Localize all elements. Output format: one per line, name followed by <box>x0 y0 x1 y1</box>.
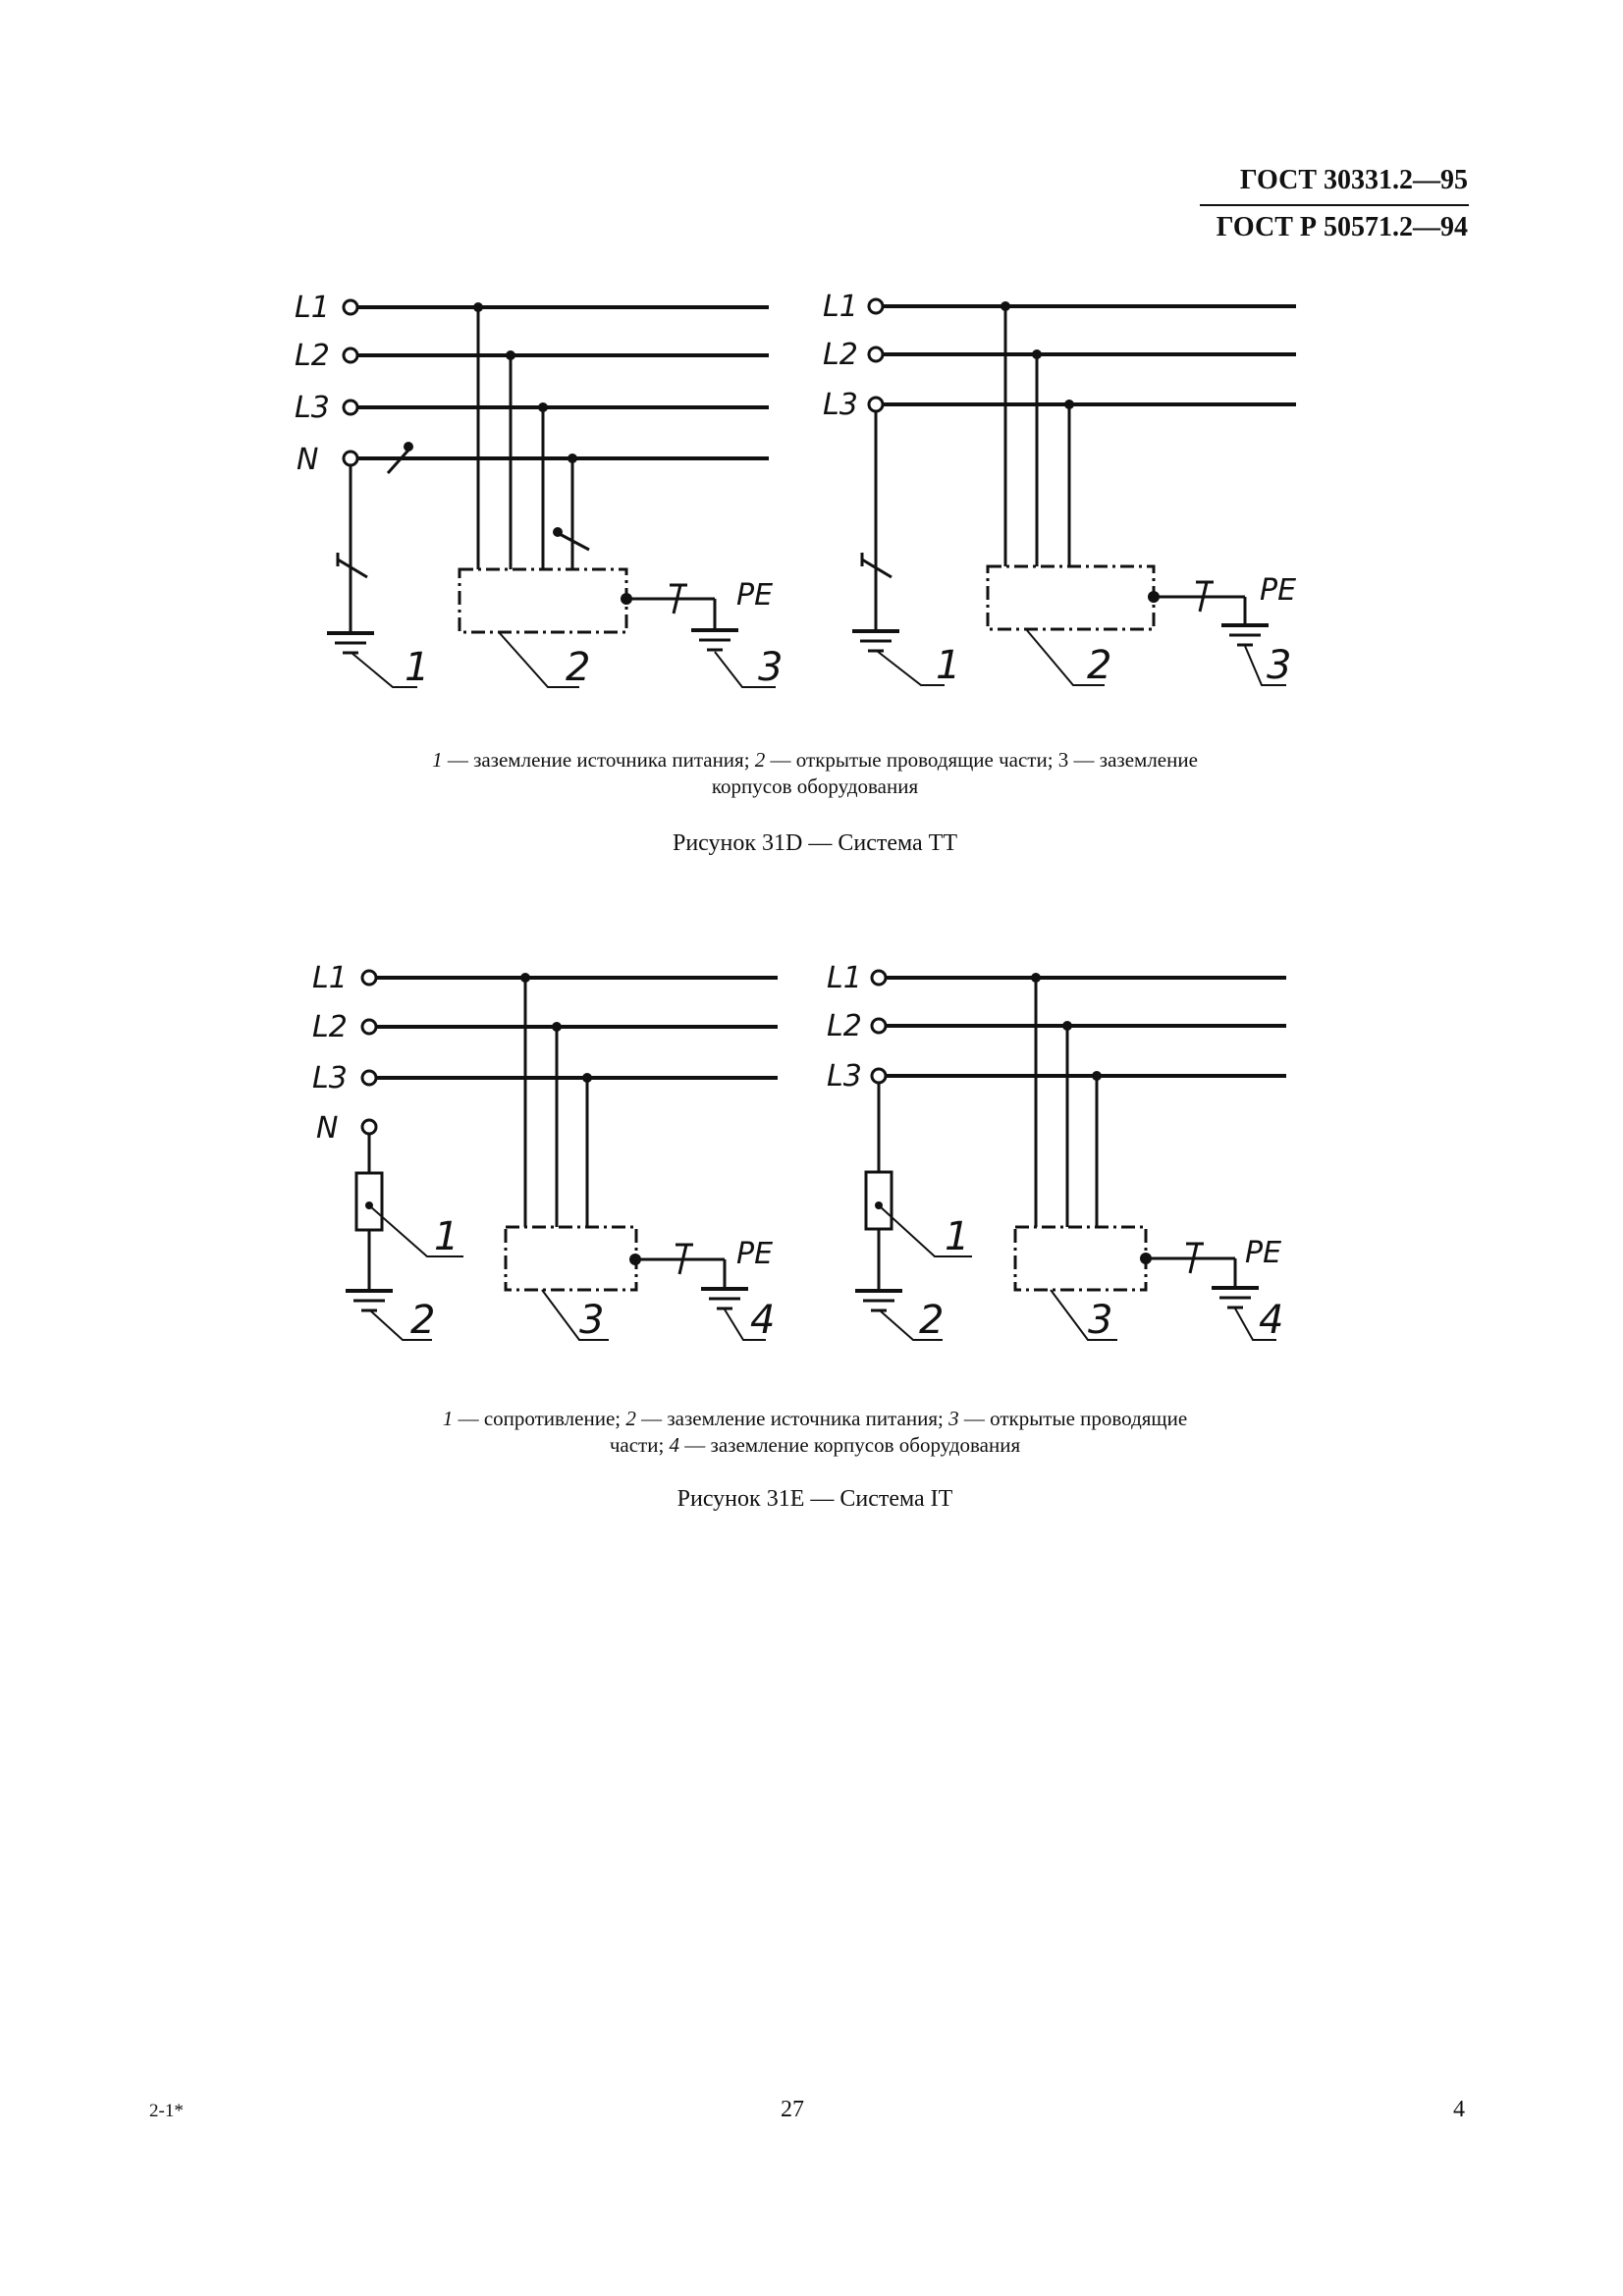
label-l1: L1 <box>295 291 330 325</box>
callout-4: 4 <box>750 1298 776 1343</box>
header-divider <box>1200 204 1469 206</box>
callout-3: 3 <box>758 645 784 690</box>
footer-sheet-code: 2-1* <box>149 2101 184 2121</box>
label-pe: PE <box>1245 1236 1282 1270</box>
callout-1: 1 <box>434 1214 460 1259</box>
label-l1: L1 <box>312 961 348 995</box>
standard-number-secondary: ГОСТ Р 50571.2—94 <box>1216 212 1468 242</box>
figure-31e-legend: 1 — сопротивление; 2 — заземление источника питания; 3 — открытые проводящие части; 4 — заземление корпусов оборудования <box>442 1407 1188 1457</box>
figure-31d-caption: Рисунок 31D — Система TT <box>672 830 957 856</box>
label-l2: L2 <box>312 1010 348 1044</box>
label-l1: L1 <box>827 961 862 995</box>
it-diagram-right <box>855 971 1286 1340</box>
label-l3: L3 <box>312 1061 348 1095</box>
callout-1: 1 <box>405 645 430 690</box>
label-l1: L1 <box>823 290 858 324</box>
tt-diagram-left <box>327 300 776 687</box>
label-l3: L3 <box>827 1059 862 1094</box>
footer-right-number: 4 <box>1453 2097 1465 2122</box>
tt-diagram-right <box>852 299 1296 685</box>
callout-1: 1 <box>936 643 961 688</box>
label-l2: L2 <box>823 338 858 372</box>
it-right-labels <box>827 961 1283 1343</box>
callout-2: 2 <box>1087 643 1112 688</box>
page-number: 27 <box>781 2097 804 2122</box>
label-l3: L3 <box>295 391 330 425</box>
label-n: N <box>316 1111 339 1146</box>
figure-31d-legend: 1 — заземление источника питания; 2 — открытые проводящие части; 3 — заземление корпусов оборудования <box>432 748 1198 798</box>
callout-4: 4 <box>1259 1298 1284 1343</box>
label-l2: L2 <box>295 339 330 373</box>
label-pe: PE <box>736 578 774 613</box>
label-l2: L2 <box>827 1009 862 1043</box>
figure-31e-caption: Рисунок 31E — Система IT <box>676 1486 953 1512</box>
callout-2: 2 <box>566 645 591 690</box>
figure-31e-it-system <box>0 942 1623 1355</box>
label-pe: PE <box>1260 573 1297 608</box>
label-pe: PE <box>736 1237 774 1271</box>
callout-3: 3 <box>1267 643 1292 688</box>
callout-2: 2 <box>919 1298 945 1343</box>
standard-number-primary: ГОСТ 30331.2—95 <box>1239 165 1468 195</box>
label-l3: L3 <box>823 388 858 422</box>
callout-3: 3 <box>1088 1298 1113 1343</box>
callout-2: 2 <box>410 1298 436 1343</box>
it-diagram-left <box>346 971 778 1340</box>
callout-3: 3 <box>579 1298 605 1343</box>
it-left-labels <box>312 961 775 1343</box>
label-n: N <box>297 443 319 477</box>
figure-31d-tt-system <box>0 275 1623 707</box>
callout-1: 1 <box>945 1214 970 1259</box>
